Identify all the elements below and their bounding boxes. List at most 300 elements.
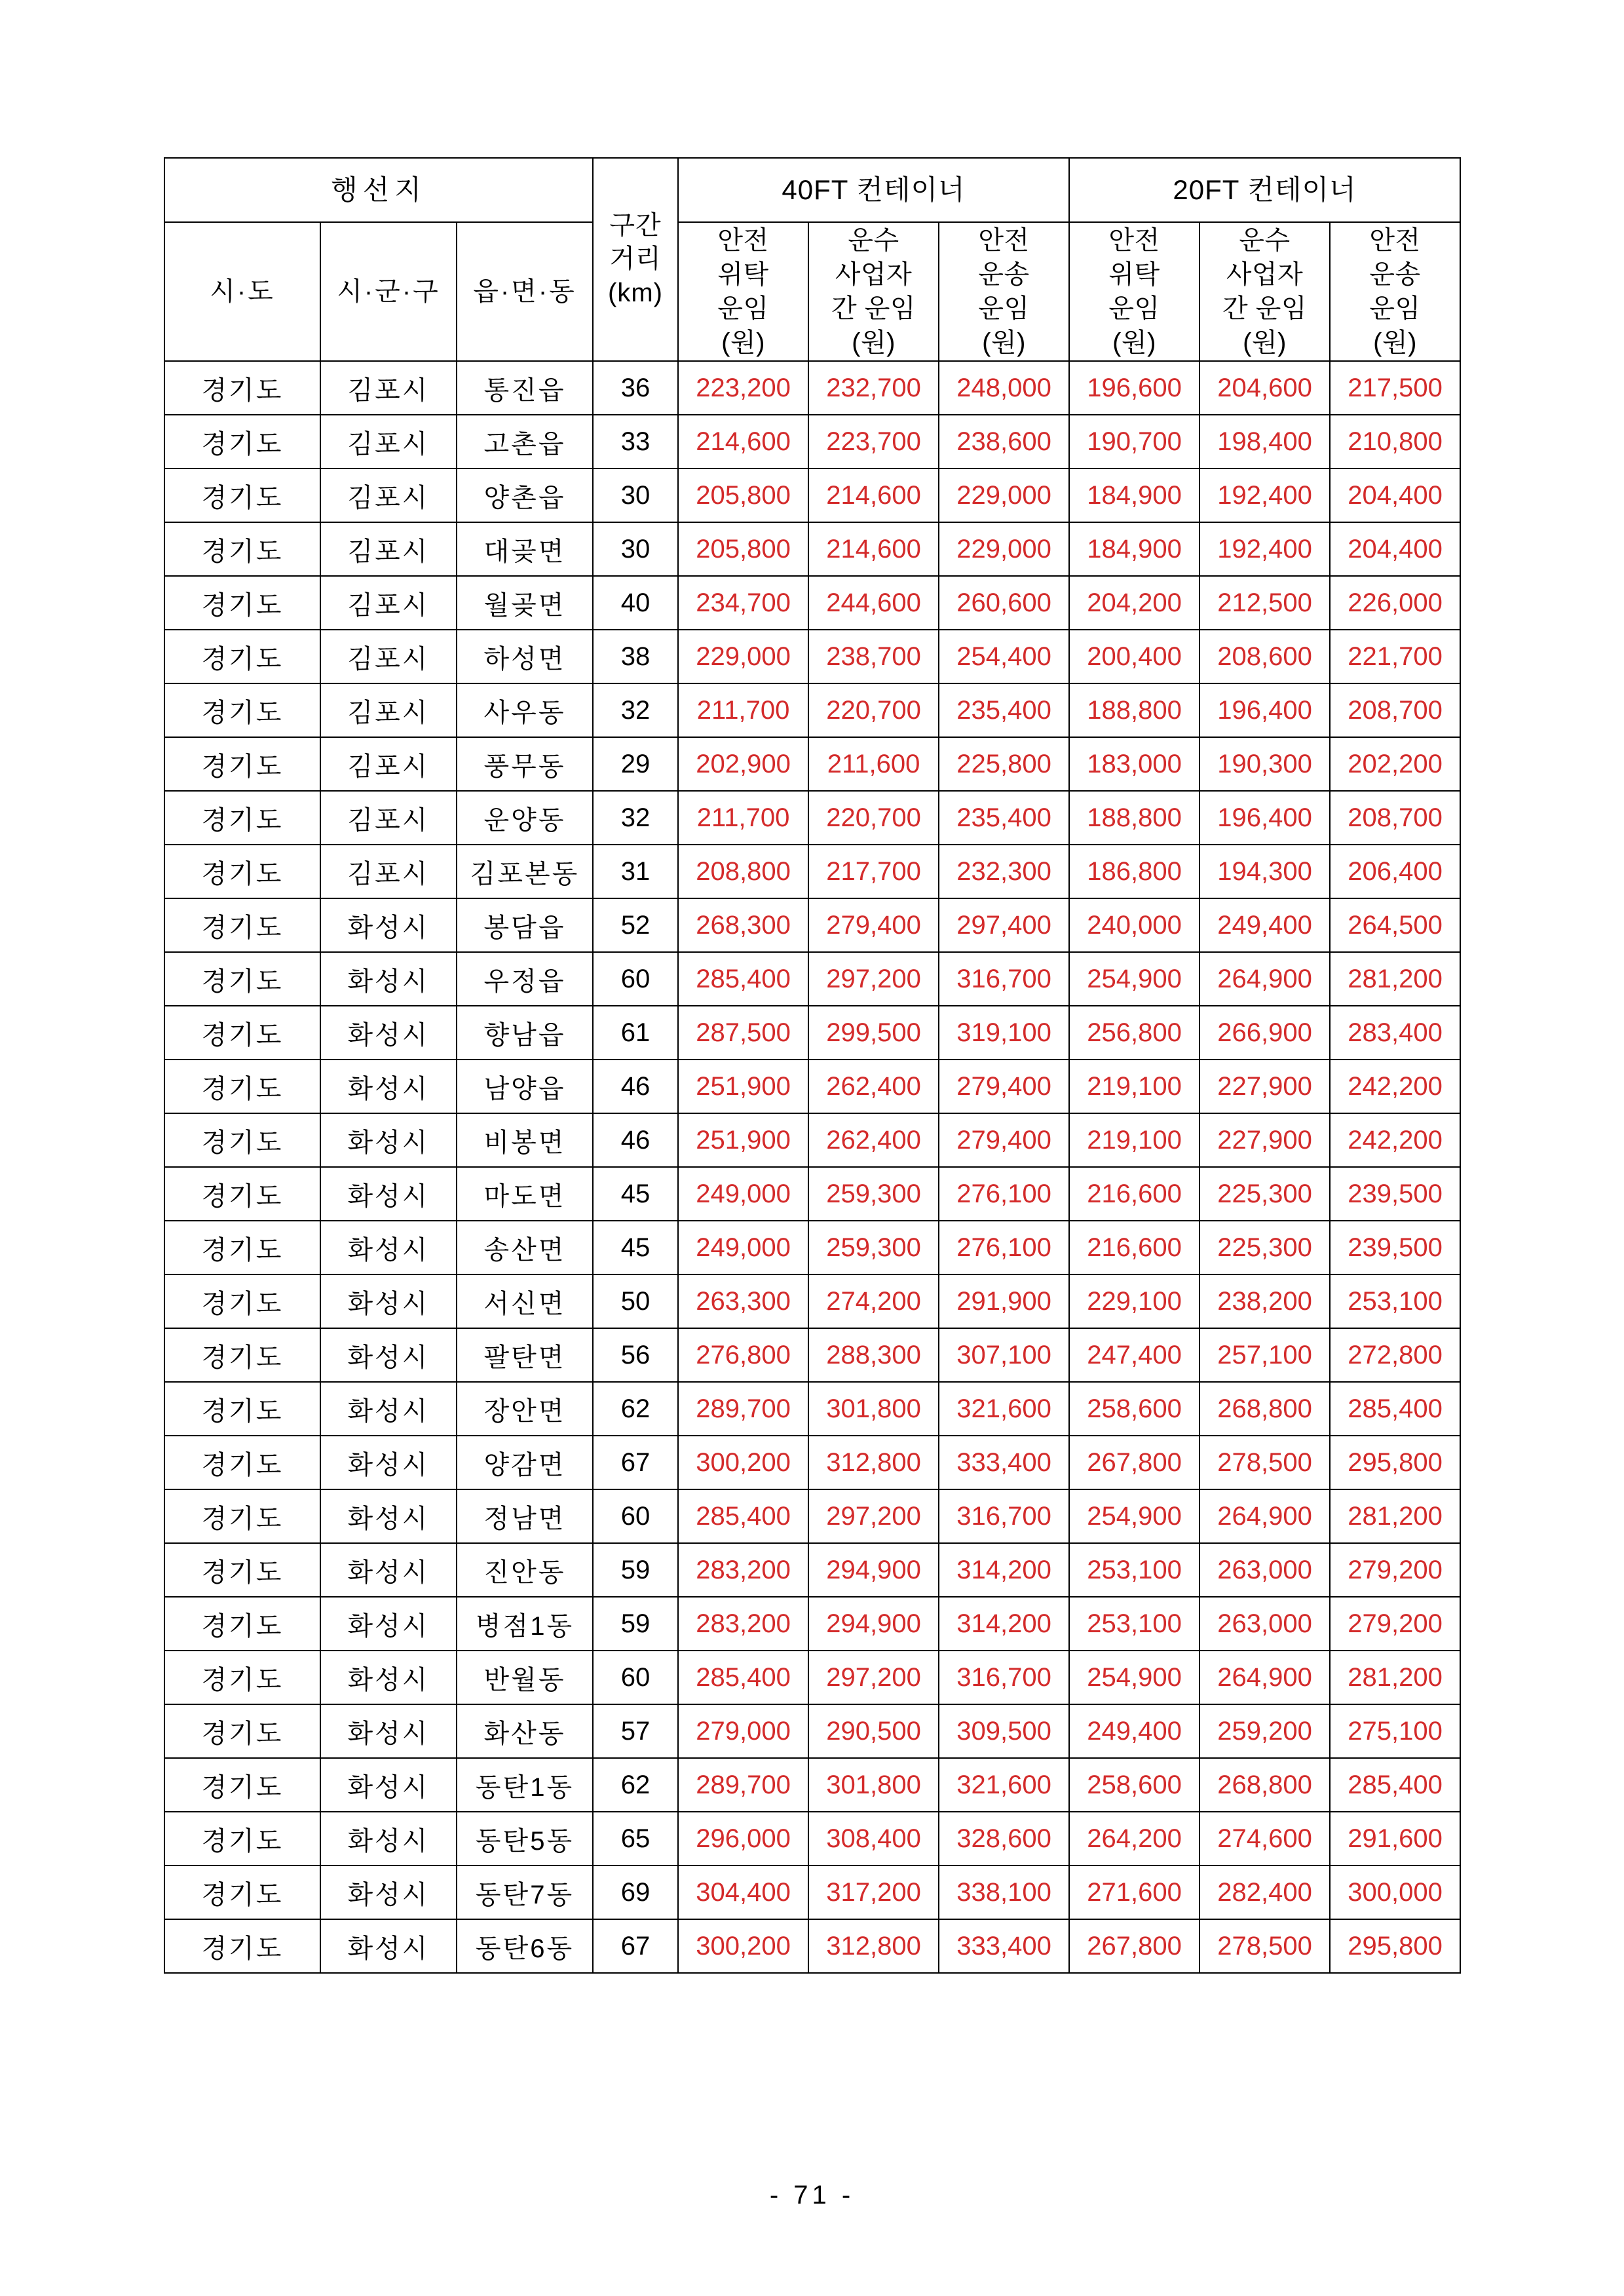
header-line: 운송 xyxy=(978,260,1030,289)
header-line: 운수 xyxy=(1239,226,1291,255)
cell-20ft-between-carriers-fare: 227,900 xyxy=(1199,1060,1330,1113)
cell-20ft-safe-consign-fare: 264,200 xyxy=(1069,1812,1199,1866)
cell-distance-km: 40 xyxy=(593,576,678,630)
cell-20ft-safe-consign-fare: 216,600 xyxy=(1069,1167,1199,1221)
table-row xyxy=(164,1221,1460,1274)
cell-40ft-safe-consign-fare: 223,200 xyxy=(678,361,808,415)
cell-40ft-safe-consign-fare: 285,400 xyxy=(678,952,808,1006)
cell-sido: 경기도 xyxy=(164,1704,320,1758)
header-20ft-safe-consign-fare xyxy=(1069,222,1199,361)
cell-eupmyeondong: 반월동 xyxy=(457,1651,593,1704)
header-distance-line2: 거리 xyxy=(609,244,662,274)
cell-40ft-safe-transport-fare: 333,400 xyxy=(939,1919,1069,1973)
cell-40ft-between-carriers-fare: 214,600 xyxy=(808,469,939,522)
cell-distance-km: 62 xyxy=(593,1382,678,1436)
cell-20ft-safe-transport-fare: 291,600 xyxy=(1330,1812,1460,1866)
cell-20ft-safe-consign-fare: 216,600 xyxy=(1069,1221,1199,1274)
header-line: (원) xyxy=(1112,328,1156,357)
cell-distance-km: 60 xyxy=(593,1651,678,1704)
cell-eupmyeondong: 통진읍 xyxy=(457,361,593,415)
table-header-row-group xyxy=(164,158,1460,222)
cell-40ft-safe-transport-fare: 235,400 xyxy=(939,683,1069,737)
cell-20ft-safe-consign-fare: 254,900 xyxy=(1069,1489,1199,1543)
cell-40ft-safe-consign-fare: 208,800 xyxy=(678,845,808,898)
cell-20ft-between-carriers-fare: 192,400 xyxy=(1199,469,1330,522)
cell-distance-km: 67 xyxy=(593,1436,678,1489)
cell-sigungu: 김포시 xyxy=(320,791,457,845)
cell-40ft-safe-transport-fare: 254,400 xyxy=(939,630,1069,683)
cell-40ft-safe-consign-fare: 211,700 xyxy=(678,683,808,737)
cell-40ft-between-carriers-fare: 301,800 xyxy=(808,1382,939,1436)
cell-sido: 경기도 xyxy=(164,1543,320,1597)
cell-sido: 경기도 xyxy=(164,1328,320,1382)
cell-sido: 경기도 xyxy=(164,361,320,415)
table-row xyxy=(164,361,1460,415)
cell-20ft-safe-consign-fare: 219,100 xyxy=(1069,1060,1199,1113)
cell-40ft-safe-consign-fare: 229,000 xyxy=(678,630,808,683)
cell-20ft-safe-consign-fare: 267,800 xyxy=(1069,1919,1199,1973)
cell-20ft-safe-consign-fare: 183,000 xyxy=(1069,737,1199,791)
table-row xyxy=(164,683,1460,737)
table-row xyxy=(164,1597,1460,1651)
cell-40ft-safe-transport-fare: 321,600 xyxy=(939,1382,1069,1436)
header-20ft-between-carriers-fare xyxy=(1199,222,1330,361)
cell-40ft-between-carriers-fare: 211,600 xyxy=(808,737,939,791)
cell-20ft-between-carriers-fare: 282,400 xyxy=(1199,1866,1330,1919)
cell-20ft-safe-consign-fare: 184,900 xyxy=(1069,522,1199,576)
cell-20ft-between-carriers-fare: 225,300 xyxy=(1199,1221,1330,1274)
cell-40ft-safe-transport-fare: 238,600 xyxy=(939,415,1069,469)
cell-20ft-safe-transport-fare: 204,400 xyxy=(1330,522,1460,576)
cell-20ft-safe-consign-fare: 253,100 xyxy=(1069,1597,1199,1651)
cell-40ft-between-carriers-fare: 297,200 xyxy=(808,1651,939,1704)
table-row xyxy=(164,1866,1460,1919)
cell-40ft-safe-consign-fare: 251,900 xyxy=(678,1060,808,1113)
header-line: 사업자 xyxy=(835,260,913,289)
freight-rate-table xyxy=(164,157,1461,1974)
cell-distance-km: 57 xyxy=(593,1704,678,1758)
cell-20ft-safe-consign-fare: 267,800 xyxy=(1069,1436,1199,1489)
cell-sido: 경기도 xyxy=(164,522,320,576)
cell-40ft-between-carriers-fare: 244,600 xyxy=(808,576,939,630)
header-line: 위탁 xyxy=(1108,260,1160,289)
cell-40ft-between-carriers-fare: 294,900 xyxy=(808,1597,939,1651)
cell-40ft-safe-transport-fare: 319,100 xyxy=(939,1006,1069,1060)
cell-eupmyeondong: 운양동 xyxy=(457,791,593,845)
cell-20ft-safe-transport-fare: 300,000 xyxy=(1330,1866,1460,1919)
cell-eupmyeondong: 양감면 xyxy=(457,1436,593,1489)
table-row xyxy=(164,1489,1460,1543)
header-line: (원) xyxy=(982,328,1026,357)
cell-sigungu: 화성시 xyxy=(320,1651,457,1704)
cell-20ft-safe-transport-fare: 281,200 xyxy=(1330,1651,1460,1704)
cell-20ft-safe-transport-fare: 204,400 xyxy=(1330,469,1460,522)
cell-sigungu: 김포시 xyxy=(320,576,457,630)
header-40ft-group: 40FT 컨테이너 xyxy=(678,158,1069,222)
cell-20ft-safe-transport-fare: 281,200 xyxy=(1330,1489,1460,1543)
cell-40ft-safe-consign-fare: 283,200 xyxy=(678,1543,808,1597)
cell-20ft-safe-consign-fare: 271,600 xyxy=(1069,1866,1199,1919)
cell-40ft-safe-consign-fare: 285,400 xyxy=(678,1489,808,1543)
cell-20ft-between-carriers-fare: 227,900 xyxy=(1199,1113,1330,1167)
header-sigungu: 시·군·구 xyxy=(320,222,457,361)
cell-sigungu: 화성시 xyxy=(320,1006,457,1060)
cell-20ft-safe-consign-fare: 258,600 xyxy=(1069,1382,1199,1436)
table-row xyxy=(164,1543,1460,1597)
cell-eupmyeondong: 화산동 xyxy=(457,1704,593,1758)
cell-20ft-between-carriers-fare: 274,600 xyxy=(1199,1812,1330,1866)
cell-20ft-between-carriers-fare: 190,300 xyxy=(1199,737,1330,791)
cell-40ft-safe-consign-fare: 205,800 xyxy=(678,522,808,576)
cell-40ft-between-carriers-fare: 232,700 xyxy=(808,361,939,415)
cell-40ft-safe-consign-fare: 287,500 xyxy=(678,1006,808,1060)
header-line: 사업자 xyxy=(1226,260,1304,289)
cell-sido: 경기도 xyxy=(164,469,320,522)
table-row xyxy=(164,1651,1460,1704)
cell-20ft-between-carriers-fare: 268,800 xyxy=(1199,1382,1330,1436)
cell-sigungu: 화성시 xyxy=(320,1060,457,1113)
cell-sigungu: 화성시 xyxy=(320,1489,457,1543)
cell-40ft-between-carriers-fare: 220,700 xyxy=(808,683,939,737)
table-row xyxy=(164,1113,1460,1167)
cell-40ft-safe-consign-fare: 263,300 xyxy=(678,1274,808,1328)
cell-20ft-safe-consign-fare: 219,100 xyxy=(1069,1113,1199,1167)
cell-20ft-between-carriers-fare: 225,300 xyxy=(1199,1167,1330,1221)
cell-40ft-safe-consign-fare: 304,400 xyxy=(678,1866,808,1919)
cell-20ft-between-carriers-fare: 264,900 xyxy=(1199,1651,1330,1704)
cell-sido: 경기도 xyxy=(164,1060,320,1113)
cell-40ft-between-carriers-fare: 288,300 xyxy=(808,1328,939,1382)
cell-40ft-safe-transport-fare: 279,400 xyxy=(939,1113,1069,1167)
cell-20ft-between-carriers-fare: 198,400 xyxy=(1199,415,1330,469)
cell-eupmyeondong: 하성면 xyxy=(457,630,593,683)
cell-distance-km: 45 xyxy=(593,1167,678,1221)
cell-40ft-safe-consign-fare: 300,200 xyxy=(678,1919,808,1973)
cell-eupmyeondong: 동탄6동 xyxy=(457,1919,593,1973)
table-row xyxy=(164,1704,1460,1758)
cell-40ft-between-carriers-fare: 301,800 xyxy=(808,1758,939,1812)
cell-40ft-safe-consign-fare: 296,000 xyxy=(678,1812,808,1866)
cell-sido: 경기도 xyxy=(164,952,320,1006)
cell-sido: 경기도 xyxy=(164,1758,320,1812)
cell-40ft-safe-transport-fare: 276,100 xyxy=(939,1167,1069,1221)
cell-40ft-safe-transport-fare: 235,400 xyxy=(939,791,1069,845)
cell-eupmyeondong: 병점1동 xyxy=(457,1597,593,1651)
cell-sigungu: 화성시 xyxy=(320,1758,457,1812)
cell-distance-km: 60 xyxy=(593,952,678,1006)
cell-40ft-safe-transport-fare: 316,700 xyxy=(939,1651,1069,1704)
header-eupmyeondong: 읍·면·동 xyxy=(457,222,593,361)
header-line: 운수 xyxy=(848,226,899,255)
cell-20ft-between-carriers-fare: 192,400 xyxy=(1199,522,1330,576)
table-row xyxy=(164,898,1460,952)
cell-sigungu: 김포시 xyxy=(320,683,457,737)
cell-20ft-safe-transport-fare: 226,000 xyxy=(1330,576,1460,630)
cell-sigungu: 김포시 xyxy=(320,737,457,791)
cell-20ft-safe-consign-fare: 200,400 xyxy=(1069,630,1199,683)
cell-20ft-safe-transport-fare: 279,200 xyxy=(1330,1543,1460,1597)
cell-40ft-safe-consign-fare: 205,800 xyxy=(678,469,808,522)
header-sido: 시·도 xyxy=(164,222,320,361)
cell-40ft-between-carriers-fare: 299,500 xyxy=(808,1006,939,1060)
cell-20ft-between-carriers-fare: 249,400 xyxy=(1199,898,1330,952)
table-row xyxy=(164,630,1460,683)
table-header-row-sub xyxy=(164,222,1460,361)
cell-20ft-safe-transport-fare: 210,800 xyxy=(1330,415,1460,469)
cell-sido: 경기도 xyxy=(164,1812,320,1866)
cell-20ft-safe-consign-fare: 249,400 xyxy=(1069,1704,1199,1758)
cell-40ft-safe-transport-fare: 316,700 xyxy=(939,1489,1069,1543)
header-line: 운임 xyxy=(1369,294,1421,323)
cell-eupmyeondong: 김포본동 xyxy=(457,845,593,898)
header-line: (원) xyxy=(1373,328,1417,357)
cell-sigungu: 화성시 xyxy=(320,1113,457,1167)
header-20ft-group: 20FT 컨테이너 xyxy=(1069,158,1460,222)
cell-eupmyeondong: 장안면 xyxy=(457,1382,593,1436)
cell-40ft-between-carriers-fare: 262,400 xyxy=(808,1060,939,1113)
cell-40ft-between-carriers-fare: 220,700 xyxy=(808,791,939,845)
cell-sido: 경기도 xyxy=(164,1167,320,1221)
cell-distance-km: 45 xyxy=(593,1221,678,1274)
cell-40ft-between-carriers-fare: 279,400 xyxy=(808,898,939,952)
cell-sido: 경기도 xyxy=(164,1597,320,1651)
cell-distance-km: 33 xyxy=(593,415,678,469)
cell-20ft-safe-transport-fare: 275,100 xyxy=(1330,1704,1460,1758)
cell-eupmyeondong: 대곶면 xyxy=(457,522,593,576)
table-row xyxy=(164,1328,1460,1382)
table-row xyxy=(164,1060,1460,1113)
cell-40ft-safe-consign-fare: 268,300 xyxy=(678,898,808,952)
cell-40ft-safe-consign-fare: 279,000 xyxy=(678,1704,808,1758)
cell-distance-km: 31 xyxy=(593,845,678,898)
header-line: 운송 xyxy=(1369,260,1421,289)
header-line: 안전 xyxy=(1108,226,1160,255)
header-line: 안전 xyxy=(1369,226,1421,255)
cell-sigungu: 김포시 xyxy=(320,415,457,469)
cell-distance-km: 38 xyxy=(593,630,678,683)
cell-20ft-between-carriers-fare: 264,900 xyxy=(1199,952,1330,1006)
cell-eupmyeondong: 월곶면 xyxy=(457,576,593,630)
cell-40ft-safe-transport-fare: 225,800 xyxy=(939,737,1069,791)
table-row xyxy=(164,737,1460,791)
cell-40ft-safe-transport-fare: 260,600 xyxy=(939,576,1069,630)
cell-eupmyeondong: 팔탄면 xyxy=(457,1328,593,1382)
cell-40ft-safe-transport-fare: 248,000 xyxy=(939,361,1069,415)
cell-20ft-safe-transport-fare: 295,800 xyxy=(1330,1919,1460,1973)
cell-20ft-safe-consign-fare: 247,400 xyxy=(1069,1328,1199,1382)
cell-sido: 경기도 xyxy=(164,1221,320,1274)
table-row xyxy=(164,1382,1460,1436)
cell-40ft-between-carriers-fare: 223,700 xyxy=(808,415,939,469)
header-20ft-safe-transport-fare xyxy=(1330,222,1460,361)
cell-40ft-between-carriers-fare: 312,800 xyxy=(808,1436,939,1489)
header-line: 운임 xyxy=(1108,294,1160,323)
table-header xyxy=(164,158,1460,361)
table-row xyxy=(164,1812,1460,1866)
cell-40ft-between-carriers-fare: 259,300 xyxy=(808,1221,939,1274)
cell-20ft-safe-consign-fare: 204,200 xyxy=(1069,576,1199,630)
table-body xyxy=(164,361,1460,1973)
cell-20ft-safe-transport-fare: 239,500 xyxy=(1330,1167,1460,1221)
cell-sido: 경기도 xyxy=(164,1866,320,1919)
cell-20ft-safe-consign-fare: 190,700 xyxy=(1069,415,1199,469)
cell-40ft-between-carriers-fare: 238,700 xyxy=(808,630,939,683)
cell-40ft-safe-transport-fare: 316,700 xyxy=(939,952,1069,1006)
cell-sigungu: 김포시 xyxy=(320,361,457,415)
cell-20ft-safe-consign-fare: 253,100 xyxy=(1069,1543,1199,1597)
cell-eupmyeondong: 고촌읍 xyxy=(457,415,593,469)
cell-20ft-safe-transport-fare: 285,400 xyxy=(1330,1382,1460,1436)
cell-eupmyeondong: 동탄1동 xyxy=(457,1758,593,1812)
cell-40ft-safe-consign-fare: 289,700 xyxy=(678,1382,808,1436)
cell-eupmyeondong: 서신면 xyxy=(457,1274,593,1328)
cell-distance-km: 61 xyxy=(593,1006,678,1060)
cell-eupmyeondong: 동탄7동 xyxy=(457,1866,593,1919)
cell-40ft-safe-consign-fare: 249,000 xyxy=(678,1221,808,1274)
table-row xyxy=(164,1274,1460,1328)
cell-sido: 경기도 xyxy=(164,1274,320,1328)
header-line: 간 운임 xyxy=(831,294,916,323)
cell-sigungu: 화성시 xyxy=(320,1866,457,1919)
cell-sigungu: 화성시 xyxy=(320,1221,457,1274)
cell-eupmyeondong: 풍무동 xyxy=(457,737,593,791)
cell-sigungu: 화성시 xyxy=(320,1274,457,1328)
cell-eupmyeondong: 양촌읍 xyxy=(457,469,593,522)
cell-40ft-safe-transport-fare: 291,900 xyxy=(939,1274,1069,1328)
cell-distance-km: 36 xyxy=(593,361,678,415)
cell-20ft-safe-transport-fare: 281,200 xyxy=(1330,952,1460,1006)
cell-eupmyeondong: 사우동 xyxy=(457,683,593,737)
cell-distance-km: 32 xyxy=(593,683,678,737)
cell-distance-km: 65 xyxy=(593,1812,678,1866)
cell-20ft-between-carriers-fare: 268,800 xyxy=(1199,1758,1330,1812)
cell-20ft-safe-transport-fare: 242,200 xyxy=(1330,1113,1460,1167)
cell-sido: 경기도 xyxy=(164,1919,320,1973)
cell-sigungu: 화성시 xyxy=(320,1328,457,1382)
cell-20ft-safe-transport-fare: 206,400 xyxy=(1330,845,1460,898)
header-distance-line1: 구간 xyxy=(609,211,662,240)
cell-20ft-between-carriers-fare: 208,600 xyxy=(1199,630,1330,683)
header-40ft-safe-transport-fare xyxy=(939,222,1069,361)
cell-20ft-between-carriers-fare: 266,900 xyxy=(1199,1006,1330,1060)
cell-20ft-between-carriers-fare: 264,900 xyxy=(1199,1489,1330,1543)
cell-eupmyeondong: 향남읍 xyxy=(457,1006,593,1060)
cell-20ft-safe-transport-fare: 279,200 xyxy=(1330,1597,1460,1651)
cell-20ft-safe-transport-fare: 221,700 xyxy=(1330,630,1460,683)
table-row xyxy=(164,845,1460,898)
cell-distance-km: 46 xyxy=(593,1113,678,1167)
cell-40ft-safe-transport-fare: 314,200 xyxy=(939,1597,1069,1651)
cell-distance-km: 59 xyxy=(593,1597,678,1651)
cell-20ft-safe-transport-fare: 285,400 xyxy=(1330,1758,1460,1812)
table-row xyxy=(164,1006,1460,1060)
cell-sido: 경기도 xyxy=(164,791,320,845)
cell-sigungu: 화성시 xyxy=(320,898,457,952)
table-row xyxy=(164,522,1460,576)
header-line: 간 운임 xyxy=(1222,294,1308,323)
cell-distance-km: 29 xyxy=(593,737,678,791)
cell-20ft-between-carriers-fare: 196,400 xyxy=(1199,683,1330,737)
cell-40ft-between-carriers-fare: 312,800 xyxy=(808,1919,939,1973)
cell-20ft-safe-consign-fare: 254,900 xyxy=(1069,952,1199,1006)
cell-20ft-safe-consign-fare: 196,600 xyxy=(1069,361,1199,415)
cell-sigungu: 화성시 xyxy=(320,1597,457,1651)
header-destination-group: 행선지 xyxy=(164,158,593,222)
table-row xyxy=(164,469,1460,522)
cell-distance-km: 56 xyxy=(593,1328,678,1382)
cell-20ft-safe-transport-fare: 242,200 xyxy=(1330,1060,1460,1113)
cell-sigungu: 화성시 xyxy=(320,1436,457,1489)
header-distance xyxy=(593,158,678,361)
cell-40ft-safe-transport-fare: 229,000 xyxy=(939,469,1069,522)
cell-eupmyeondong: 송산면 xyxy=(457,1221,593,1274)
cell-eupmyeondong: 비봉면 xyxy=(457,1113,593,1167)
cell-distance-km: 69 xyxy=(593,1866,678,1919)
cell-20ft-safe-consign-fare: 229,100 xyxy=(1069,1274,1199,1328)
cell-40ft-safe-transport-fare: 276,100 xyxy=(939,1221,1069,1274)
cell-20ft-safe-consign-fare: 188,800 xyxy=(1069,791,1199,845)
cell-20ft-safe-consign-fare: 186,800 xyxy=(1069,845,1199,898)
cell-40ft-safe-transport-fare: 307,100 xyxy=(939,1328,1069,1382)
cell-40ft-safe-transport-fare: 229,000 xyxy=(939,522,1069,576)
cell-40ft-safe-consign-fare: 300,200 xyxy=(678,1436,808,1489)
cell-40ft-safe-consign-fare: 283,200 xyxy=(678,1597,808,1651)
cell-sigungu: 화성시 xyxy=(320,1382,457,1436)
cell-40ft-between-carriers-fare: 217,700 xyxy=(808,845,939,898)
table-row xyxy=(164,952,1460,1006)
cell-sigungu: 김포시 xyxy=(320,469,457,522)
cell-sido: 경기도 xyxy=(164,1436,320,1489)
cell-40ft-safe-transport-fare: 309,500 xyxy=(939,1704,1069,1758)
cell-40ft-safe-consign-fare: 234,700 xyxy=(678,576,808,630)
header-40ft-between-carriers-fare xyxy=(808,222,939,361)
cell-20ft-between-carriers-fare: 238,200 xyxy=(1199,1274,1330,1328)
cell-40ft-safe-consign-fare: 285,400 xyxy=(678,1651,808,1704)
table-row xyxy=(164,1919,1460,1973)
cell-sido: 경기도 xyxy=(164,683,320,737)
cell-40ft-safe-transport-fare: 279,400 xyxy=(939,1060,1069,1113)
cell-40ft-safe-transport-fare: 321,600 xyxy=(939,1758,1069,1812)
cell-40ft-safe-consign-fare: 211,700 xyxy=(678,791,808,845)
cell-40ft-between-carriers-fare: 274,200 xyxy=(808,1274,939,1328)
cell-40ft-safe-consign-fare: 202,900 xyxy=(678,737,808,791)
cell-40ft-between-carriers-fare: 259,300 xyxy=(808,1167,939,1221)
cell-sido: 경기도 xyxy=(164,1382,320,1436)
cell-sigungu: 화성시 xyxy=(320,1919,457,1973)
header-line: 안전 xyxy=(717,226,769,255)
cell-distance-km: 30 xyxy=(593,469,678,522)
cell-eupmyeondong: 동탄5동 xyxy=(457,1812,593,1866)
cell-40ft-between-carriers-fare: 308,400 xyxy=(808,1812,939,1866)
cell-sido: 경기도 xyxy=(164,1489,320,1543)
cell-sigungu: 화성시 xyxy=(320,1167,457,1221)
cell-20ft-safe-consign-fare: 240,000 xyxy=(1069,898,1199,952)
cell-20ft-between-carriers-fare: 212,500 xyxy=(1199,576,1330,630)
cell-20ft-between-carriers-fare: 278,500 xyxy=(1199,1919,1330,1973)
header-line: 운임 xyxy=(717,294,769,323)
header-line: (원) xyxy=(852,328,896,357)
table-row xyxy=(164,576,1460,630)
table-row xyxy=(164,1167,1460,1221)
cell-40ft-safe-consign-fare: 249,000 xyxy=(678,1167,808,1221)
cell-sigungu: 김포시 xyxy=(320,522,457,576)
cell-20ft-safe-consign-fare: 258,600 xyxy=(1069,1758,1199,1812)
cell-40ft-safe-transport-fare: 338,100 xyxy=(939,1866,1069,1919)
cell-sido: 경기도 xyxy=(164,630,320,683)
cell-40ft-safe-consign-fare: 289,700 xyxy=(678,1758,808,1812)
cell-eupmyeondong: 남양읍 xyxy=(457,1060,593,1113)
cell-20ft-safe-consign-fare: 184,900 xyxy=(1069,469,1199,522)
